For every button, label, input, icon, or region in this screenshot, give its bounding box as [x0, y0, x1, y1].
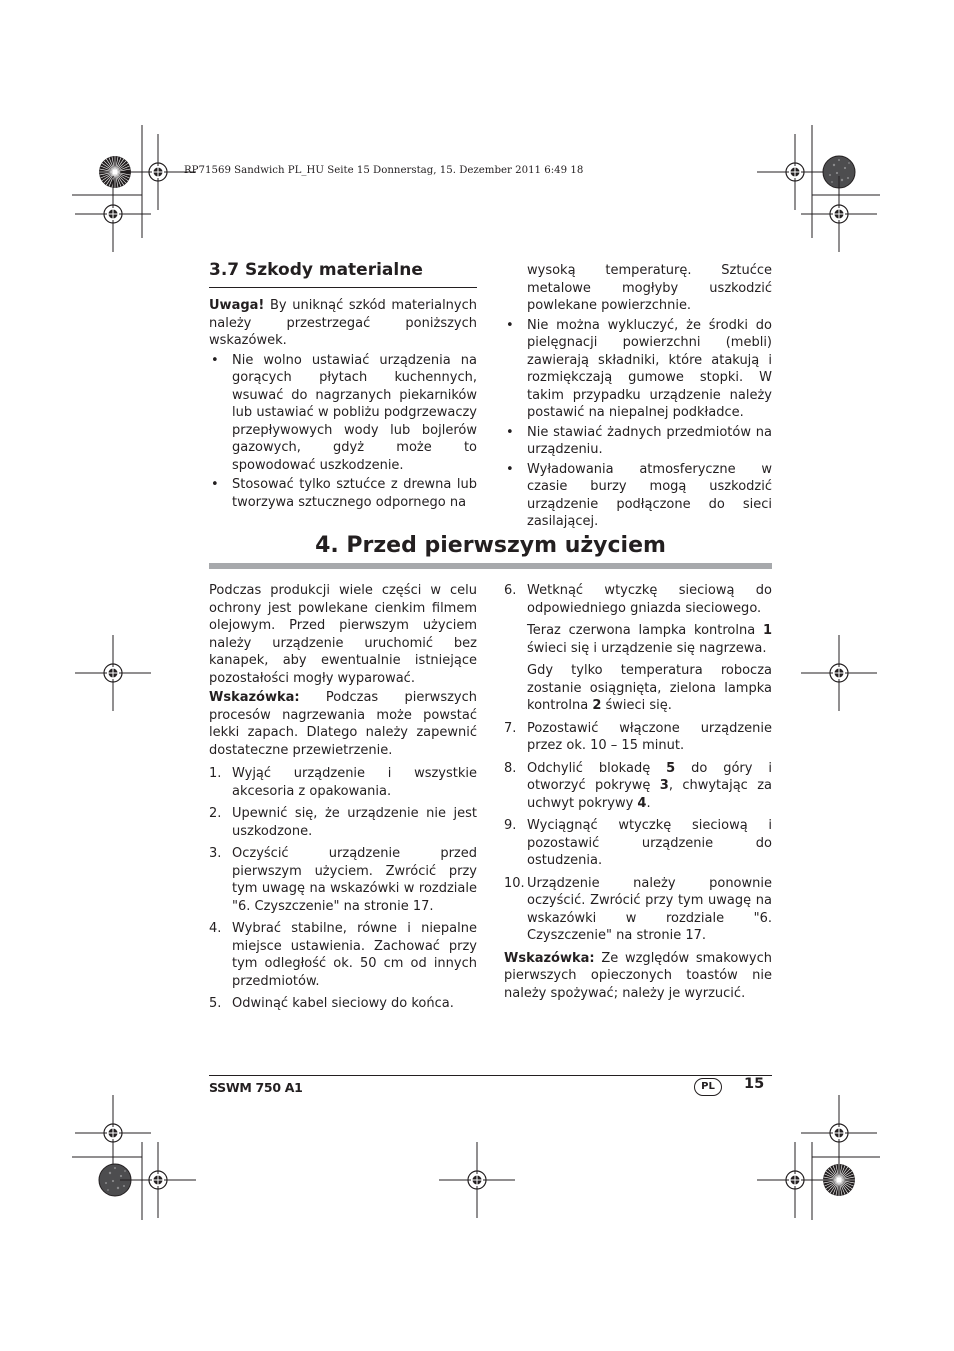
- step-item: 5. Odwinąć kabel sieciowy do końca.: [209, 996, 454, 1011]
- step-item: 1. Wyjąć urządzenie i wszystkie akcesoria z opakowania.: [209, 766, 477, 799]
- step-item: 6. Wetknąć wtyczkę sieciową do odpowiedniego gniazda sieciowego. Teraz czerwona lampka kontrolna 1 świeci się i urządzenie się nagrzewa. Gdy tylko temperatura robocza zostanie osiągnięta, zielona lampka kontrolna 2 świeci się.: [504, 583, 772, 713]
- step-item: 10. Urządzenie należy ponownie oczyścić. Zwrócić przy tym uwagę na wskazówki w rozdziale "6. Czyszczenie" na stronie 17.: [504, 875, 772, 943]
- hint-label: Wskazówka:: [504, 950, 595, 966]
- list-item: • Nie wolno ustawiać urządzenia na gorących płytach kuchennych, wsuwać do nagrzanych piekarników lub ustawiać w pobliżu podgrzewaczy przepływowych wody lub bojlerów gazowych, gdyż może to spowodować uszkodzenie.: [211, 352, 477, 473]
- model-number: SSWM 750 A1: [209, 1080, 303, 1095]
- warning-label: Uwaga!: [209, 298, 265, 313]
- bullet-list: [209, 352, 477, 512]
- footer-rule: [209, 1075, 772, 1076]
- intro-paragraph: Podczas produkcji wiele części w celu ochrony jest powlekane cienkim filmem olejowym. Przed pierwszym użyciem należy urządzenie uruchomić bez kanapek, aby ewentualnie istniejące pozostałości mogły wyparować.: [209, 583, 477, 686]
- step-item: 7. Pozostawić włączone urządzenie przez ok. 10 – 15 minut.: [504, 720, 772, 753]
- bullet-continuation: [504, 262, 772, 315]
- print-job-header: RP71569 Sandwich PL_HU Seite 15 Donnerstag, 15. Dezember 2011 6:49 18: [184, 165, 584, 176]
- chapter-4-right-column: [504, 582, 772, 1002]
- bullet-icon: •: [211, 477, 219, 492]
- list-item: • Nie stawiać żadnych przedmiotów na urządzeniu.: [506, 424, 772, 457]
- hint-label: Wskazówka:: [209, 690, 300, 705]
- bullet-list: [504, 317, 772, 531]
- language-badge: PL: [694, 1078, 722, 1096]
- steps-list: [504, 582, 772, 945]
- list-item: • Stosować tylko sztućce z drewna lub tworzywa sztucznego odpornego na: [211, 477, 477, 510]
- step-item: 3. Oczyścić urządzenie przed pierwszym użyciem. Zwrócić przy tym uwagę na wskazówki w rozdziale "6. Czyszczenie" na stronie 17.: [209, 846, 477, 914]
- bullet-icon: •: [211, 352, 219, 368]
- warning-text: By uniknąć szkód materialnych należy przestrzegać poniższych wskazówek.: [209, 298, 477, 348]
- step-item: 9. Wyciągnąć wtyczkę sieciową i pozostawić urządzenie do ostudzenia.: [504, 818, 772, 868]
- chapter-4-left-column: [209, 582, 477, 1018]
- list-item: • Wyładowania atmosferyczne w czasie burzy mogą uszkodzić urządzenie podłączone do sieci zasilającej.: [506, 461, 772, 529]
- list-item: wysoką temperaturę. Sztućce metalowe mogłyby uszkodzić powlekane powierzchnie.: [527, 263, 772, 313]
- heading-rule: [209, 287, 477, 288]
- step-item: 4. Wybrać stabilne, równe i niepalne miejsce ustawienia. Zachować przy tym odległość ok. 50 cm od innych przedmiotów.: [209, 921, 477, 989]
- hint-paragraph: Wskazówka: Ze względów smakowych pierwszych opieczonych toastów nie należy spożywać; należy je wyrzucić.: [504, 950, 772, 1001]
- step-subparagraph: Gdy tylko temperatura robocza zostanie osiągnięta, zielona lampka kontrolna 2 świeci się.: [527, 663, 772, 713]
- warning-paragraph: [209, 297, 477, 350]
- step-item: 2. Upewnić się, że urządzenie nie jest uszkodzone.: [209, 806, 477, 839]
- page-number: 15: [744, 1076, 765, 1092]
- section-3-7-right-column: [504, 262, 772, 533]
- chapter-title-bar: [209, 563, 772, 569]
- chapter-title: 4. Przed pierwszym użyciem: [315, 533, 666, 558]
- bullet-icon: •: [506, 317, 514, 333]
- bullet-icon: •: [506, 424, 514, 440]
- section-heading: 3.7 Szkody materialne: [209, 260, 423, 280]
- steps-list: [209, 765, 477, 1013]
- step-subparagraph: Teraz czerwona lampka kontrolna 1 świeci się i urządzenie się nagrzewa.: [527, 623, 772, 656]
- step-item: 8. Odchylić blokadę 5 do góry i otworzyć pokrywę 3, chwytając za uchwyt pokrywy 4.: [504, 760, 772, 811]
- hint-paragraph: Wskazówka: Podczas pierwszych procesów nagrzewania może powstać lekki zapach. Dlatego należy zapewnić dostateczne przewietrzenie.: [209, 690, 477, 758]
- section-3-7-left-column: [209, 259, 477, 513]
- bullet-icon: •: [506, 461, 514, 477]
- list-item: • Nie można wykluczyć, że środki do pielęgnacji powierzchni (mebli) zawierają składniki, które atakują i rozmiękczają gumowe stopki. W takim przypadku urządzenie należy postawić na niepalnej podkładce.: [506, 317, 772, 420]
